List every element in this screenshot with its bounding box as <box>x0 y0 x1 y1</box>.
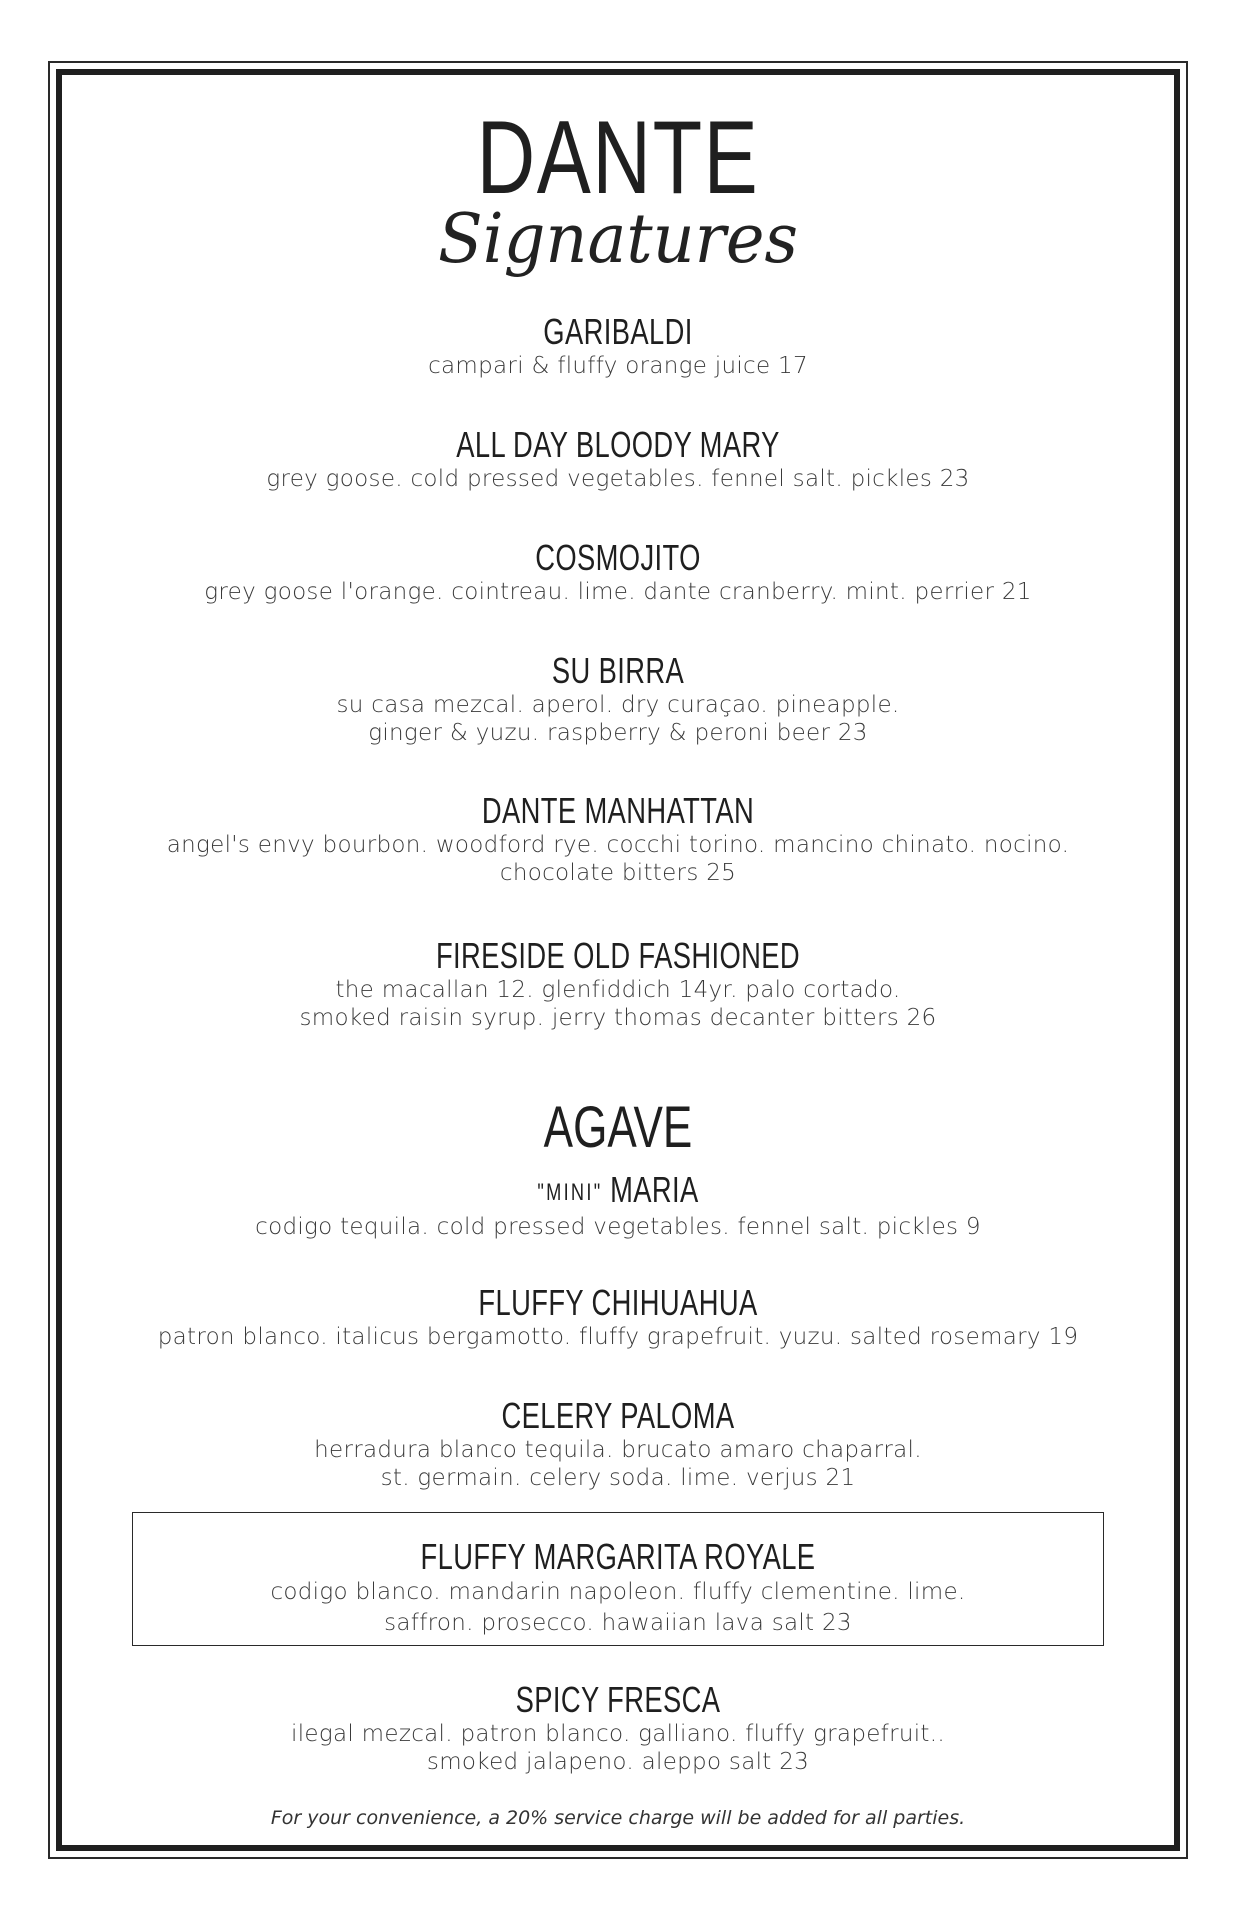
item-description: codigo blanco. mandarin napoleon. fluffy clementine. lime. <box>270 1579 966 1605</box>
item-name: SU BIRRA <box>551 650 685 691</box>
item-description: codigo tequila. cold pressed vegetables. fennel salt. pickles 9 <box>255 1214 981 1240</box>
menu-item-mini-maria <box>62 1170 1174 1241</box>
item-description: ilegal mezcal. patron blanco. galliano. fluffy grapefruit.. <box>291 1721 945 1747</box>
section-title-agave: AGAVE <box>543 1095 693 1160</box>
item-name-prefix: "MINI" <box>537 1179 603 1206</box>
item-description: herradura blanco tequila. brucato amaro chaparral. <box>314 1437 922 1463</box>
menu-item-cosmojito <box>62 538 1174 606</box>
item-description: smoked raisin syrup. jerry thomas decanter bitters 26 <box>299 1005 937 1031</box>
item-name: GARIBALDI <box>543 311 693 352</box>
brand-title: DANTE <box>476 100 760 216</box>
section-title-signatures: Signatures <box>438 200 798 279</box>
menu-item-dante-manhattan <box>62 791 1174 887</box>
menu-item-fluffy-chihuahua <box>62 1283 1174 1351</box>
service-charge-note: For your convenience, a 20% service charge will be added for all parties. <box>270 1807 966 1829</box>
menu-item-celery-paloma <box>62 1396 1174 1492</box>
item-name: CELERY PALOMA <box>501 1395 735 1436</box>
item-description: grey goose. cold pressed vegetables. fennel salt. pickles 23 <box>266 466 970 492</box>
item-name: ALL DAY BLOODY MARY <box>456 424 780 465</box>
menu-item-all-day-bloody-mary <box>62 425 1174 493</box>
item-description: grey goose l'orange. cointreau. lime. dante cranberry. mint. perrier 21 <box>204 579 1032 605</box>
item-name-main: MARIA <box>610 1169 699 1210</box>
item-description: campari & fluffy orange juice 17 <box>428 353 808 379</box>
menu-item-garibaldi <box>62 312 1174 380</box>
item-name: FLUFFY MARGARITA ROYALE <box>420 1536 816 1577</box>
item-name: DANTE MANHATTAN <box>481 790 755 831</box>
item-name: FIRESIDE OLD FASHIONED <box>435 935 801 976</box>
item-name <box>195 1170 1040 1213</box>
menu-item-fluffy-margarita-royale <box>62 1537 1174 1639</box>
item-description: the macallan 12. glenfiddich 14yr. palo cortado. <box>335 977 901 1003</box>
item-name: SPICY FRESCA <box>515 1679 721 1720</box>
menu-item-spicy-fresca <box>62 1680 1174 1776</box>
item-description: smoked jalapeno. aleppo salt 23 <box>426 1749 810 1775</box>
item-name: COSMOJITO <box>535 537 701 578</box>
item-description: ginger & yuzu. raspberry & peroni beer 23 <box>368 720 868 746</box>
item-description: chocolate bitters 25 <box>499 860 737 886</box>
menu-item-fireside-old-fashioned <box>62 936 1174 1032</box>
item-description: patron blanco. italicus bergamotto. fluffy grapefruit. yuzu. salted rosemary 19 <box>157 1324 1079 1350</box>
item-description: saffron. prosecco. hawaiian lava salt 23 <box>384 1610 852 1636</box>
menu-item-su-birra <box>62 651 1174 747</box>
item-description: angel's envy bourbon. woodford rye. cocchi torino. mancino chinato. nocino. <box>166 832 1070 858</box>
item-description: st. germain. celery soda. lime. verjus 21 <box>380 1465 856 1491</box>
item-description: su casa mezcal. aperol. dry curaçao. pineapple. <box>336 692 900 718</box>
item-name: FLUFFY CHIHUAHUA <box>478 1282 758 1323</box>
